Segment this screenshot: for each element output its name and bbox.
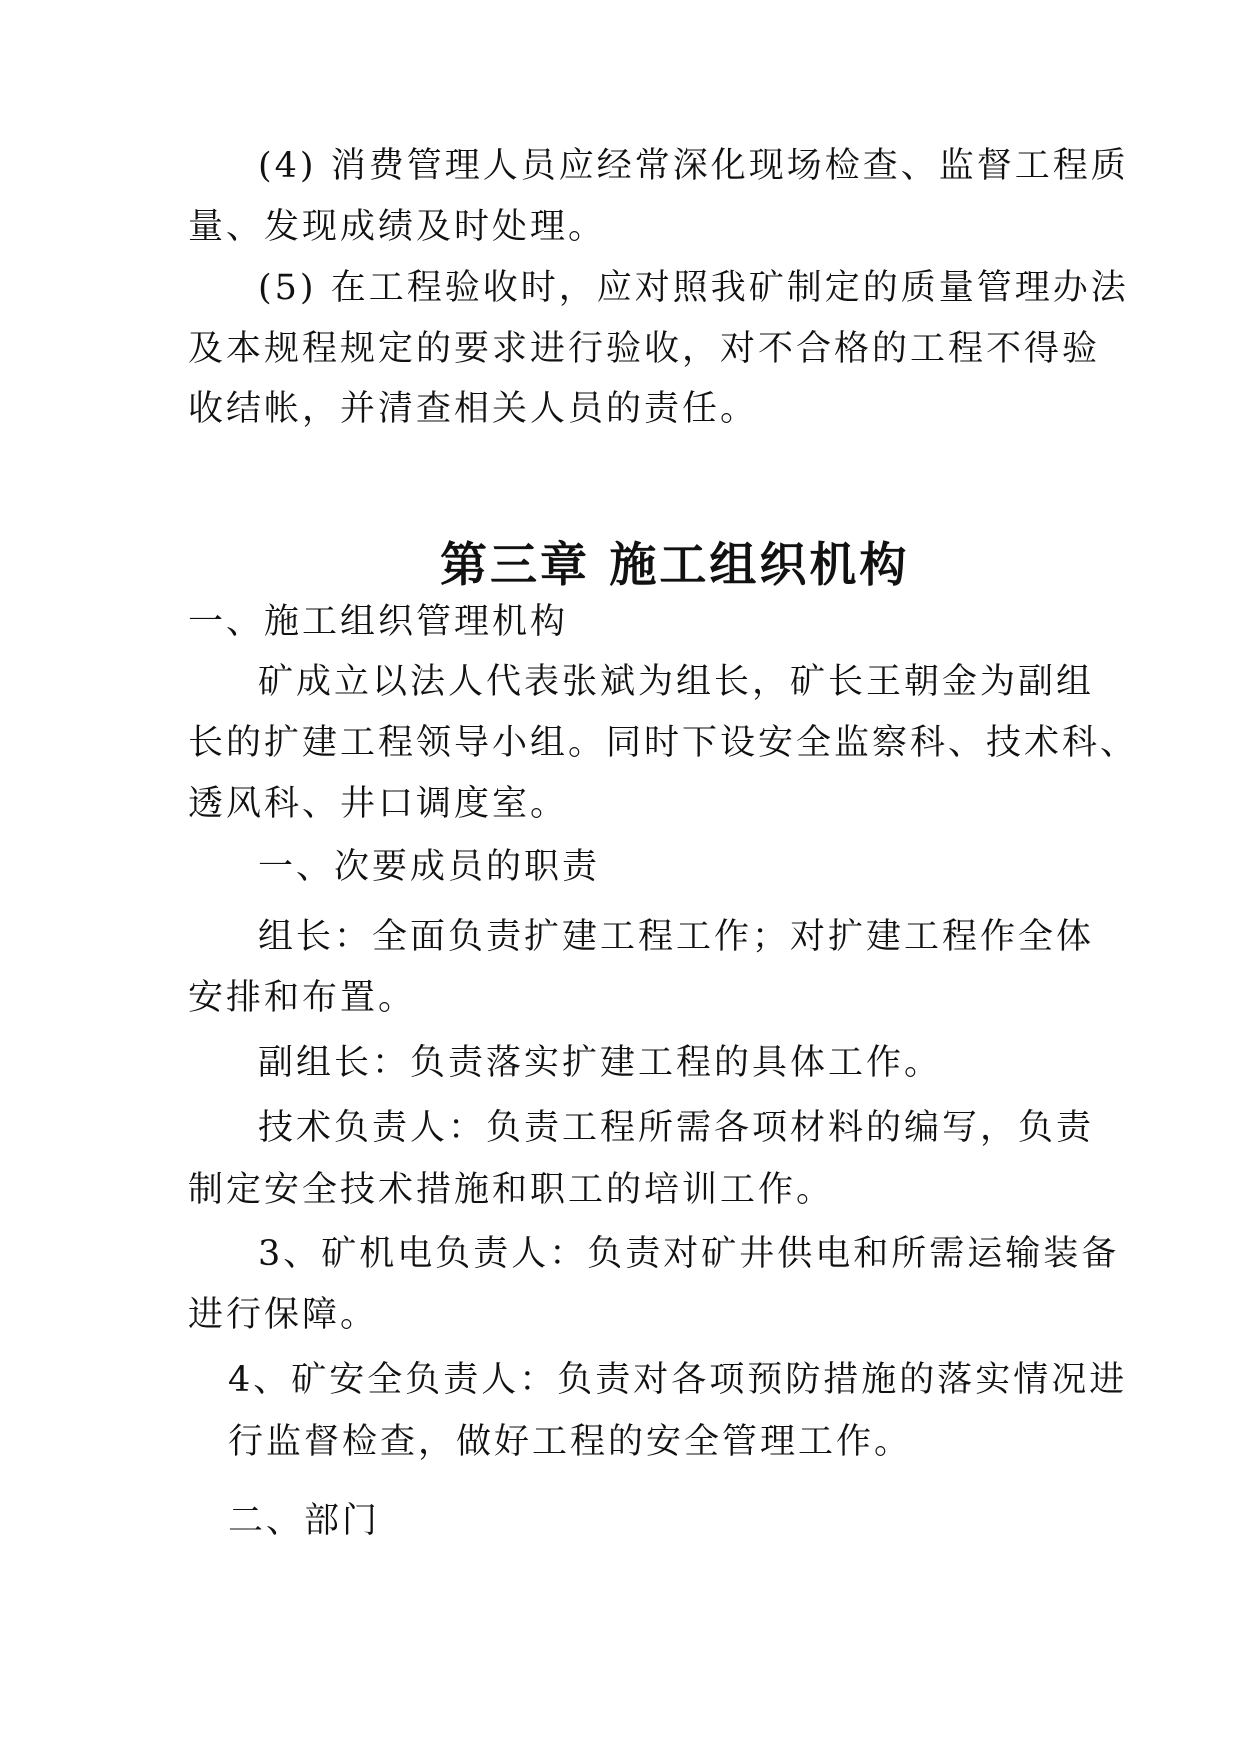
body-line: 行监督检查，做好工程的安全管理工作。 [228, 1422, 913, 1462]
body-line: 技术负责人：负责工程所需各项材料的编写，负责 [258, 1108, 1095, 1148]
body-line: 长的扩建工程领导小组。同时下设安全监察科、技术科、 [188, 723, 1139, 763]
body-line: 组长：全面负责扩建工程工作；对扩建工程作全体 [258, 917, 1095, 957]
paragraph-5-line-2: 及本规程规定的要求进行验收，对不合格的工程不得验 [188, 329, 1101, 369]
subsection-title: 一、次要成员的职责 [258, 847, 601, 887]
body-line: 透风科、井口调度室。 [188, 784, 569, 824]
body-line: 副组长：负责落实扩建工程的具体工作。 [258, 1043, 943, 1083]
body-line: 3、矿机电负责人：负责对矿井供电和所需运输装备 [258, 1234, 1120, 1274]
chapter-title: 第三章 施工组织机构 [440, 538, 910, 593]
paragraph-4-line-2: 量、发现成绩及时处理。 [188, 207, 607, 247]
paragraph-5-line-1: (5) 在工程验收时，应对照我矿制定的质量管理办法 [258, 268, 1129, 308]
body-line: 制定安全技术措施和职工的培训工作。 [188, 1170, 835, 1210]
body-line: 进行保障。 [188, 1295, 379, 1335]
paragraph-4-line-1: (4) 消费管理人员应经常深化现场检查、监督工程质 [258, 146, 1129, 186]
paragraph-5-line-3: 收结帐，并清查相关人员的责任。 [188, 389, 759, 429]
body-line: 安排和布置。 [188, 978, 417, 1018]
section-title: 一、施工组织管理机构 [188, 602, 569, 642]
subsection-title: 二、部门 [228, 1501, 381, 1541]
body-line: 矿成立以法人代表张斌为组长，矿长王朝金为副组 [258, 662, 1095, 702]
body-line: 4、矿安全负责人：负责对各项预防措施的落实情况进 [228, 1360, 1128, 1400]
